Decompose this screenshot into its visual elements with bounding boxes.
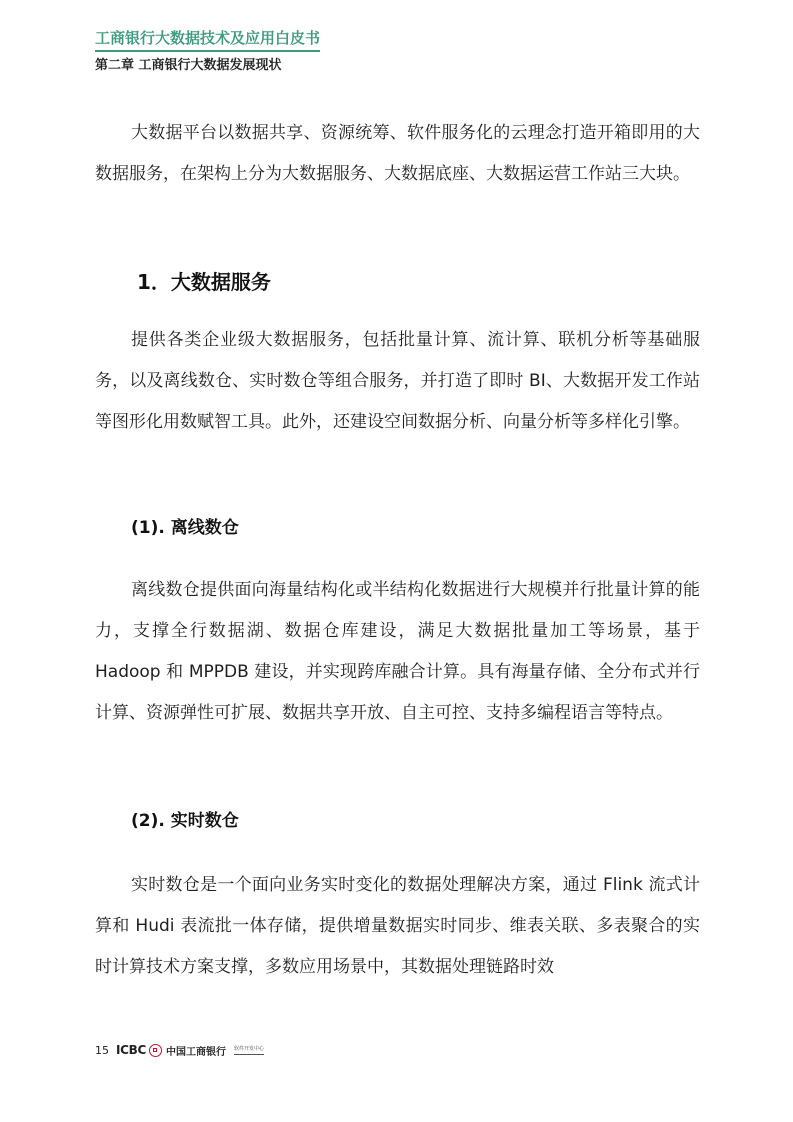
page-footer: [95, 1040, 264, 1060]
icbc-logo-icon: [149, 1044, 162, 1057]
document-title: 工商银行大数据技术及应用白皮书: [95, 28, 320, 52]
intro-paragraph: 大数据平台以数据共享、资源统筹、软件服务化的云理念打造开箱即用的大数据服务，在架构上分为大数据服务、大数据底座、大数据运营工作站三大块。: [95, 123, 700, 184]
department-tag: 软件开发中心: [234, 1046, 264, 1055]
subsection-heading-realtime-warehouse: (2). 实时数仓: [131, 811, 239, 831]
offline-warehouse-paragraph: 离线数仓提供面向海量结构化或半结构化数据进行大规模并行批量计算的能力，支撑全行数据湖、数据仓库建设，满足大数据批量加工等场景，基于 Hadoop 和 MPPDB 建设，并实现跨库融合计算。具有海量存储、全分布式并行计算、资源弹性可扩展、数据共享开放、自主可控、支持多编程语言等特点。: [95, 580, 700, 723]
realtime-warehouse-paragraph: 实时数仓是一个面向业务实时变化的数据处理解决方案，通过 Flink 流式计算和 Hudi 表流批一体存储，提供增量数据实时同步、维表关联、多表聚合的实时计算技术方案支撑，多数应用场景中，其数据处理链路时效: [95, 875, 700, 977]
bank-name: 中国工商银行: [166, 1046, 227, 1058]
icbc-brand: ICBC: [116, 1043, 147, 1057]
section-1-paragraph: 提供各类企业级大数据服务，包括批量计算、流计算、联机分析等基础服务，以及离线数仓、实时数仓等组合服务，并打造了即时 BI、大数据开发工作站等图形化用数赋智工具。此外，还建设空间数据分析、向量分析等多样化引擎。: [95, 330, 700, 432]
page-number: 15: [95, 1043, 109, 1057]
subsection-heading-offline-warehouse: (1). 离线数仓: [131, 518, 239, 538]
page-header: [95, 28, 320, 74]
section-heading-big-data-services: 1．大数据服务: [137, 270, 271, 294]
chapter-title: 第二章 工商银行大数据发展现状: [95, 58, 282, 73]
